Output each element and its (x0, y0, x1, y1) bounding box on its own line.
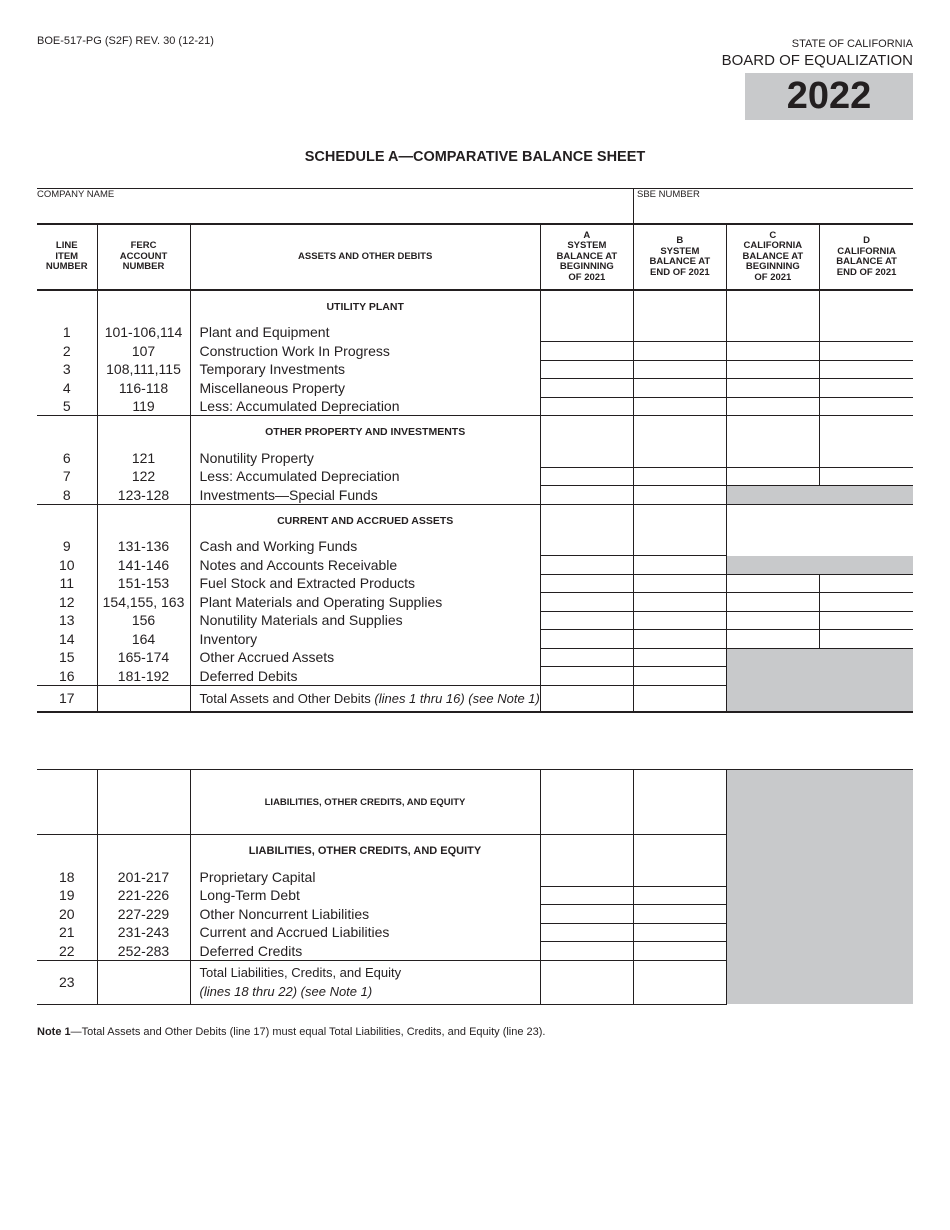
ferc-number: 121 (97, 449, 190, 468)
input-cell[interactable] (540, 486, 633, 505)
section-header-row (37, 504, 913, 537)
section-other-property: OTHER PROPERTY AND INVESTMENTS (190, 416, 540, 449)
shaded-cell (726, 486, 819, 505)
form-number: BOE-517-PG (S2F) REV. 30 (12-21) (37, 35, 214, 47)
line-number: 8 (37, 486, 97, 505)
row-description: Proprietary Capital (190, 868, 540, 887)
table-row (37, 449, 913, 468)
col-a-header: A SYSTEM BALANCE AT BEGINNING OF 2021 (540, 224, 633, 290)
input-cell[interactable] (819, 593, 913, 612)
col-liabilities-header: LIABILITIES, OTHER CREDITS, AND EQUITY (190, 770, 540, 835)
line-number: 7 (62, 468, 71, 485)
total-description: Total Liabilities, Credits, and Equity (lines 18 thru 22) (see Note 1) (190, 960, 540, 1004)
sbe-number-label: SBE NUMBER (637, 189, 700, 200)
input-cell[interactable] (633, 685, 726, 712)
input-cell[interactable] (726, 593, 819, 612)
row-description: Notes and Accounts Receivable (190, 556, 540, 575)
year-box: 2022 (745, 73, 913, 120)
col-b-header: B SYSTEM BALANCE AT END OF 2021 (633, 224, 726, 290)
input-cell[interactable] (633, 923, 726, 942)
ferc-number: 156 (97, 611, 190, 630)
input-cell[interactable] (819, 449, 913, 468)
input-cell[interactable] (633, 905, 726, 924)
row-description: Deferred Credits (190, 942, 540, 961)
input-cell[interactable] (540, 667, 633, 686)
table-row (37, 593, 913, 612)
input-cell[interactable] (540, 323, 633, 342)
ferc-number: 181-192 (97, 667, 190, 686)
ferc-number: 141-146 (97, 556, 190, 575)
ferc-number: 154,155, 163 (97, 593, 190, 612)
ferc-number: 107 (97, 342, 190, 361)
table-row (37, 467, 913, 486)
input-cell[interactable] (633, 593, 726, 612)
row-description: Miscellaneous Property (190, 379, 540, 398)
input-cell[interactable] (633, 537, 726, 556)
input-cell[interactable] (819, 611, 913, 630)
board-label: BOARD OF EQUALIZATION (721, 52, 913, 69)
ferc-number: 201-217 (97, 868, 190, 887)
input-cell[interactable] (633, 360, 726, 379)
ferc-number: 151-153 (97, 574, 190, 593)
section-current-assets: CURRENT AND ACCRUED ASSETS (190, 504, 540, 537)
col-line-header: LINE ITEM NUMBER (37, 224, 97, 290)
liabilities-table (37, 769, 913, 1005)
input-cell[interactable] (540, 868, 633, 887)
input-cell[interactable] (540, 593, 633, 612)
input-cell[interactable] (540, 449, 633, 468)
page-title: SCHEDULE A—COMPARATIVE BALANCE SHEET (304, 149, 646, 165)
line-number: 14 (58, 630, 75, 647)
row-description: Fuel Stock and Extracted Products (190, 574, 540, 593)
row-description: Other Accrued Assets (190, 648, 540, 667)
ferc-number: 165-174 (97, 648, 190, 667)
input-cell[interactable] (819, 342, 913, 361)
column-header-row (37, 224, 913, 290)
column-header-row (37, 770, 913, 835)
row-description: Less: Accumulated Depreciation (190, 467, 540, 486)
input-cell[interactable] (633, 667, 726, 686)
input-cell[interactable] (726, 379, 819, 398)
table-row (37, 648, 913, 667)
input-cell[interactable] (540, 611, 633, 630)
input-cell[interactable] (633, 556, 726, 575)
field-top-line (37, 188, 913, 189)
section-header-row (37, 290, 913, 323)
line-number: 19 (58, 887, 75, 904)
line-number: 13 (58, 612, 75, 629)
input-cell[interactable] (540, 685, 633, 712)
input-cell[interactable] (633, 379, 726, 398)
assets-table (37, 223, 913, 713)
shaded-cell (726, 556, 819, 575)
shaded-cell (726, 685, 819, 712)
shaded-cell (819, 486, 913, 505)
input-cell[interactable] (633, 611, 726, 630)
line-number: 12 (58, 593, 75, 610)
input-cell[interactable] (726, 574, 819, 593)
input-cell[interactable] (633, 574, 726, 593)
ferc-number: 164 (97, 630, 190, 649)
input-cell[interactable] (540, 923, 633, 942)
input-cell[interactable] (819, 397, 913, 416)
input-cell[interactable] (540, 379, 633, 398)
shaded-cell (819, 556, 913, 575)
company-name-label: COMPANY NAME (37, 189, 115, 200)
input-cell[interactable] (633, 960, 726, 1004)
input-cell[interactable] (726, 342, 819, 361)
input-cell[interactable] (726, 360, 819, 379)
ferc-number: 231-243 (97, 923, 190, 942)
line-number: 17 (37, 685, 97, 712)
row-description: Long-Term Debt (190, 886, 540, 905)
line-number: 15 (58, 649, 75, 666)
input-cell[interactable] (819, 537, 913, 556)
input-cell[interactable] (540, 360, 633, 379)
sbe-number-field[interactable] (637, 201, 913, 223)
input-cell[interactable] (633, 449, 726, 468)
input-cell[interactable] (633, 486, 726, 505)
input-cell[interactable] (540, 886, 633, 905)
ferc-number: 227-229 (97, 905, 190, 924)
input-cell[interactable] (819, 574, 913, 593)
note-1: Note 1—Total Assets and Other Debits (line 17) must equal Total Liabilities, Credits, and Equity (line 23). (37, 1026, 546, 1038)
input-cell[interactable] (540, 397, 633, 416)
row-description: Cash and Working Funds (190, 537, 540, 556)
input-cell[interactable] (633, 630, 726, 649)
shaded-cell (819, 648, 913, 667)
line-number: 5 (37, 397, 97, 416)
section-liabilities: LIABILITIES, OTHER CREDITS, AND EQUITY (190, 835, 540, 868)
input-cell[interactable] (633, 323, 726, 342)
row-description: Nonutility Materials and Supplies (190, 611, 540, 630)
line-number: 20 (58, 905, 75, 922)
shaded-cell (819, 685, 913, 712)
input-cell[interactable] (633, 868, 726, 887)
ferc-number: 123-128 (97, 486, 190, 505)
line-number: 9 (62, 538, 71, 555)
line-number: 18 (58, 868, 75, 885)
input-cell[interactable] (633, 886, 726, 905)
line-number: 6 (62, 449, 71, 466)
input-cell[interactable] (819, 379, 913, 398)
input-cell[interactable] (633, 342, 726, 361)
ferc-number: 108,111,115 (97, 360, 190, 379)
input-cell[interactable] (819, 360, 913, 379)
row-description: Plant Materials and Operating Supplies (190, 593, 540, 612)
line-number: 10 (58, 556, 75, 573)
total-row (37, 685, 913, 712)
input-cell[interactable] (540, 574, 633, 593)
input-cell[interactable] (726, 611, 819, 630)
section-header-row (37, 416, 913, 449)
ferc-number: 131-136 (97, 537, 190, 556)
ferc-number: 101-106,114 (97, 323, 190, 342)
table-row (37, 537, 913, 556)
input-cell[interactable] (633, 942, 726, 961)
input-cell[interactable] (540, 556, 633, 575)
line-number: 11 (59, 575, 75, 592)
line-number: 1 (62, 324, 71, 341)
col-c-header: C CALIFORNIA BALANCE AT BEGINNING OF 2021 (726, 224, 819, 290)
row-description: Plant and Equipment (190, 323, 540, 342)
ferc-number: 221-226 (97, 886, 190, 905)
table-row (37, 486, 913, 505)
table-row (37, 360, 913, 379)
input-cell[interactable] (540, 467, 633, 486)
row-description: Construction Work In Progress (190, 342, 540, 361)
row-description: Other Noncurrent Liabilities (190, 905, 540, 924)
row-description: Deferred Debits (190, 667, 540, 686)
table-row (37, 574, 913, 593)
col-assets-header: ASSETS AND OTHER DEBITS (190, 224, 540, 290)
input-cell[interactable] (540, 905, 633, 924)
input-cell[interactable] (540, 342, 633, 361)
table-row (37, 342, 913, 361)
shaded-cell (726, 648, 819, 667)
table-row (37, 323, 913, 342)
ferc-number: 119 (97, 397, 190, 416)
line-number: 21 (58, 924, 75, 941)
input-cell[interactable] (540, 960, 633, 1004)
input-cell[interactable] (726, 467, 819, 486)
ferc-number: 122 (97, 467, 190, 486)
row-description: Current and Accrued Liabilities (190, 923, 540, 942)
input-cell[interactable] (540, 648, 633, 667)
table-row (37, 611, 913, 630)
input-cell[interactable] (540, 537, 633, 556)
row-description: Nonutility Property (190, 449, 540, 468)
input-cell[interactable] (726, 449, 819, 468)
input-cell[interactable] (819, 630, 913, 649)
line-number: 16 (37, 667, 97, 686)
shaded-cell (726, 667, 819, 686)
company-name-field[interactable] (37, 201, 633, 223)
input-cell[interactable] (726, 323, 819, 342)
field-divider (633, 188, 634, 224)
input-cell[interactable] (540, 630, 633, 649)
shaded-cell (819, 667, 913, 686)
col-ferc-header: FERC ACCOUNT NUMBER (97, 224, 190, 290)
line-number: 22 (37, 942, 97, 961)
line-number: 4 (62, 379, 71, 396)
row-description: Less: Accumulated Depreciation (190, 397, 540, 416)
ferc-number: 252-283 (97, 942, 190, 961)
table-row (37, 379, 913, 398)
state-label: STATE OF CALIFORNIA (791, 38, 913, 50)
table-row (37, 667, 913, 686)
row-description: Investments—Special Funds (190, 486, 540, 505)
input-cell[interactable] (726, 537, 819, 556)
input-cell[interactable] (726, 630, 819, 649)
input-cell[interactable] (726, 397, 819, 416)
input-cell[interactable] (633, 397, 726, 416)
input-cell[interactable] (633, 467, 726, 486)
row-description: Inventory (190, 630, 540, 649)
shaded-block (726, 770, 913, 1005)
input-cell[interactable] (540, 942, 633, 961)
line-number: 3 (62, 361, 71, 378)
col-d-header: D CALIFORNIA BALANCE AT END OF 2021 (819, 224, 913, 290)
table-row (37, 397, 913, 416)
section-utility-plant: UTILITY PLANT (190, 290, 540, 323)
ferc-number: 116-118 (97, 379, 190, 398)
line-number: 23 (37, 960, 97, 1004)
total-description: Total Assets and Other Debits (lines 1 thru 16) (see Note 1) (190, 685, 540, 712)
input-cell[interactable] (633, 648, 726, 667)
line-number: 2 (62, 342, 71, 359)
table-row (37, 556, 913, 575)
row-description: Temporary Investments (190, 360, 540, 379)
input-cell[interactable] (819, 467, 913, 486)
input-cell[interactable] (819, 323, 913, 342)
table-row (37, 630, 913, 649)
